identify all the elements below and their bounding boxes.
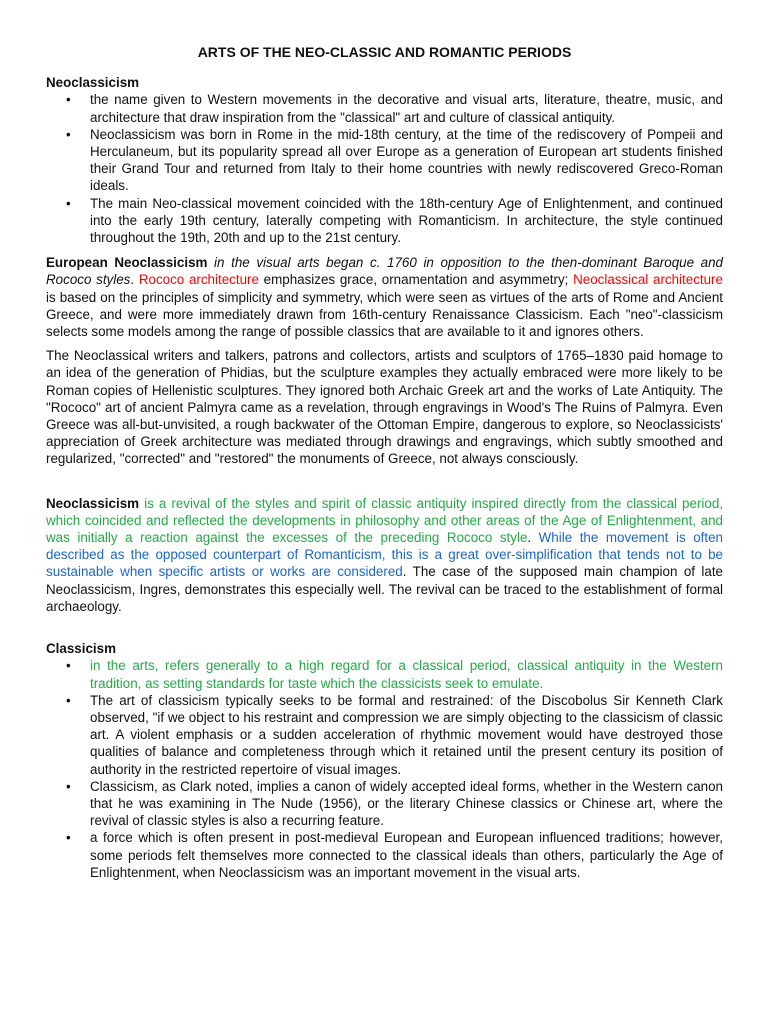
- list-item: • the name given to Western movements in the decorative and visual arts, literature, theatre, music, and architecture that draw inspiration from the "classical" art and culture of classical antiquity.: [66, 92, 723, 125]
- writers-paragraph: The Neoclassical writers and talkers, patrons and collectors, artists and sculptors of 1765–1830 paid homage to an idea of the generation of Phidias, but the sculpture examples they actually embraced were more likely to be Roman copies of Hellenistic sculptures. They ignored both Archaic Greek art and the works of Late Antiquity. The "Rococo" art of ancient Palmyra came as a revelation, through engravings in Wood's The Ruins of Palmyra. Even Greece was all-but-unvisited, a rough backwater of the Ottoman Empire, dangerous to explore, so Neoclassicists' appreciation of Greek architecture was mediated through drawings and engravings, which subtly smoothed and regularized, "corrected" and "restored" the monuments of Greece, not always consciously.: [46, 348, 723, 467]
- bullet-icon: •: [66, 658, 71, 674]
- list-item: • The art of classicism typically seeks to be formal and restrained: of the Discobolus Sir Kenneth Clark observed, "if we object to his restraint and compression we are simply objecting to the classicism of classic art. A violent emphasis or a sudden acceleration of rhythmic movement would have destroyed those qualities of balance and completeness through which it retained until the present century its position of authority in the restricted repertoire of visual images.: [66, 692, 723, 777]
- bullet-icon: •: [66, 92, 71, 108]
- list-item: • Neoclassicism was born in Rome in the mid-18th century, at the time of the rediscovery of Pompeii and Herculaneum, but its popularity spread all over Europe as a generation of European art students finished their Grand Tour and returned from Italy to their home countries with newly rediscovered Greco-Roman ideals.: [66, 126, 723, 194]
- bullet-icon: •: [66, 195, 71, 211]
- european-neoclassicism-paragraph: European Neoclassicism in the visual arts began c. 1760 in opposition to the then-dominant Baroque and Rococo styles. Rococo architecture emphasizes grace, ornamentation and asymmetry; Neoclassical architecture is based on the principles of simplicity and symmetry, which were seen as virtues of the arts of Rome and Ancient Greece, and were more immediately drawn from 16th-century Renaissance Classicism. Each "neo"-classicism selects some models among the range of possible classics that are available to it and ignores others.: [46, 255, 724, 340]
- document-page: [46, 44, 723, 881]
- bullet-icon: •: [66, 126, 71, 142]
- neoclassicism-list: [46, 91, 723, 246]
- link-neoclassical-architecture[interactable]: Neoclassical architecture: [573, 272, 723, 288]
- list-item: • Classicism, as Clark noted, implies a canon of widely accepted ideal forms, whether in the Western canon that he was examining in The Nude (1956), or the literary Chinese classics or Chinese art, where the revival of classic styles is also a recurring feature.: [66, 778, 723, 829]
- section-heading-classicism: Classicism: [46, 641, 116, 657]
- bullet-icon: •: [66, 778, 71, 794]
- classicism-list: [46, 657, 723, 881]
- list-item: • in the arts, refers generally to a high regard for a classical period, classical antiquity in the Western tradition, as setting standards for taste which the classicists seek to emulate.: [66, 658, 723, 691]
- document-title: ARTS OF THE NEO-CLASSIC AND ROMANTIC PERIODS: [197, 44, 572, 60]
- revival-paragraph: Neoclassicism is a revival of the styles and spirit of classic antiquity inspired directly from the classical period, which coincided and reflected the developments in philosophy and other areas of the Age of Enlightenment, and was initially a reaction against the excesses of the preceding Rococo style. While the movement is often described as the opposed counterpart of Romanticism, this is a great over-simplification that tends not to be sustainable when specific artists or works are considered. The case of the supposed main champion of late Neoclassicism, Ingres, demonstrates this especially well. The revival can be traced to the establishment of formal archaeology.: [46, 495, 723, 614]
- bullet-icon: •: [66, 830, 71, 846]
- link-rococo-architecture[interactable]: Rococo architecture: [138, 272, 259, 288]
- list-item: • The main Neo-classical movement coincided with the 18th-century Age of Enlightenment, and continued into the early 19th century, laterally competing with Romanticism. In architecture, the style continued throughout the 19th, 20th and up to the 21st century.: [66, 195, 723, 246]
- list-item: • a force which is often present in post-medieval European and European influenced traditions; however, some periods felt themselves more connected to the classical ideals than others, particularly the Age of Enlightenment, when Neoclassicism was an important movement in the visual arts.: [66, 830, 723, 880]
- bullet-icon: •: [66, 692, 71, 708]
- section-heading-neoclassicism: Neoclassicism: [46, 75, 140, 91]
